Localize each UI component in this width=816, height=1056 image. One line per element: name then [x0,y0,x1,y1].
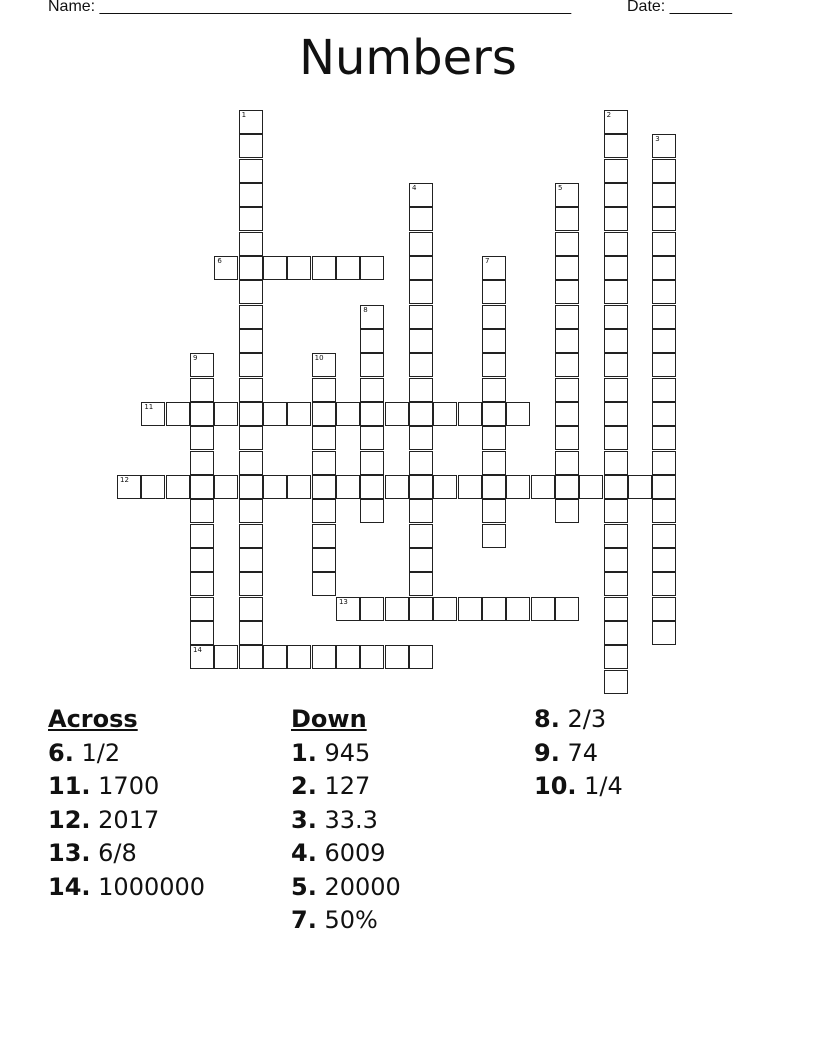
crossword-cell[interactable] [336,645,360,669]
crossword-cell[interactable] [409,183,433,207]
down-clues [291,703,401,938]
crossword-cell[interactable] [604,280,628,304]
crossword-cell[interactable] [190,475,214,499]
crossword-cell[interactable] [555,597,579,621]
clue-number-label: 5 [557,183,563,192]
clue-number: 1. [291,738,317,767]
crossword-cell[interactable] [141,402,165,426]
clue-number-label: 2 [606,111,612,119]
crossword-cell[interactable] [239,280,263,304]
crossword-cell[interactable] [482,524,506,548]
across-clues [48,703,205,904]
crossword-cell[interactable] [652,621,676,645]
crossword-cell[interactable] [604,256,628,280]
crossword-cell[interactable] [360,378,384,402]
crossword-cell[interactable] [239,134,263,158]
crossword-cell[interactable] [385,475,409,499]
crossword-cell[interactable] [263,475,287,499]
crossword-cell[interactable] [506,475,530,499]
crossword-cell[interactable] [652,524,676,548]
crossword-cell[interactable] [239,475,263,499]
clue-number-label: 14 [192,646,202,655]
clue-number-label: 4 [411,183,417,192]
down-clues-continued [534,703,623,804]
clue-number: 11. [48,772,91,800]
crossword-cell[interactable] [652,329,676,353]
crossword-cell[interactable] [555,499,579,523]
clue-text: 1/2 [81,738,121,767]
crossword-cell[interactable] [652,597,676,621]
crossword-cell[interactable] [214,645,238,669]
crossword-cell[interactable] [482,353,506,377]
crossword-cell[interactable] [482,280,506,304]
crossword-cell[interactable] [239,378,263,402]
crossword-cell[interactable] [312,548,336,572]
clue-number-label: 6 [217,256,222,265]
crossword-cell[interactable] [312,256,336,280]
clue-number: 13. [48,839,91,867]
clue-item [291,804,401,838]
clue-number: 8. [534,705,560,733]
crossword-cell[interactable] [482,378,506,402]
crossword-cell[interactable] [555,402,579,426]
crossword-cell[interactable] [604,548,628,572]
crossword-cell[interactable] [409,548,433,572]
crossword-cell[interactable] [409,232,433,256]
name-field-label: Name: _____________________________________________________ [48,0,572,15]
crossword-cell[interactable] [312,402,336,426]
clue-item [291,737,401,771]
crossword-cell[interactable] [652,451,676,475]
crossword-cell[interactable] [652,572,676,596]
crossword-cell[interactable] [604,597,628,621]
crossword-cell[interactable] [482,256,506,280]
clue-number: 12. [48,805,91,834]
clue-number-label: 13 [338,597,348,606]
crossword-cell[interactable] [239,524,263,548]
crossword-cell[interactable] [287,645,311,669]
clue-text: 6/8 [98,839,137,867]
clue-text: 127 [324,772,371,800]
crossword-cell[interactable] [287,402,311,426]
crossword-cell[interactable] [458,597,482,621]
clue-number: 10. [534,772,577,800]
crossword-cell[interactable] [190,548,214,572]
crossword-cell[interactable] [652,256,676,280]
crossword-cell[interactable] [555,280,579,304]
crossword-cell[interactable] [190,524,214,548]
crossword-cell[interactable] [555,329,579,353]
crossword-cell[interactable] [652,499,676,523]
crossword-cell[interactable] [312,499,336,523]
crossword-cell[interactable] [482,475,506,499]
crossword-cell[interactable] [604,159,628,183]
clue-item [291,871,401,905]
clue-text: 20000 [324,872,401,901]
crossword-cell[interactable] [409,426,433,450]
crossword-cell[interactable] [360,451,384,475]
crossword-cell[interactable] [336,256,360,280]
crossword-cell[interactable] [239,159,263,183]
crossword-cell[interactable] [409,475,433,499]
clue-item [534,703,623,737]
clue-text: 2017 [98,805,160,834]
crossword-cell[interactable] [604,475,628,499]
crossword-cell[interactable] [312,572,336,596]
crossword-cell[interactable] [239,183,263,207]
crossword-cell[interactable] [409,329,433,353]
crossword-cell[interactable] [360,597,384,621]
crossword-cell[interactable] [360,305,384,329]
crossword-cell[interactable] [433,597,457,621]
crossword-cell[interactable] [652,402,676,426]
crossword-cell[interactable] [166,402,190,426]
crossword-cell[interactable] [458,475,482,499]
clue-text: 2/3 [567,705,607,733]
crossword-cell[interactable] [239,451,263,475]
crossword-cell[interactable] [579,475,603,499]
crossword-cell[interactable] [239,621,263,645]
crossword-cell[interactable] [604,207,628,231]
crossword-cell[interactable] [360,499,384,523]
crossword-cell[interactable] [604,426,628,450]
crossword-cell[interactable] [214,256,238,280]
clue-item [48,871,205,905]
crossword-cell[interactable] [433,475,457,499]
crossword-cell[interactable] [604,572,628,596]
crossword-cell[interactable] [239,402,263,426]
crossword-cell[interactable] [604,402,628,426]
crossword-cell[interactable] [652,305,676,329]
clue-number-label: 9 [192,354,198,363]
crossword-cell[interactable] [360,256,384,280]
crossword-cell[interactable] [604,305,628,329]
crossword-cell[interactable] [190,378,214,402]
crossword-cell[interactable] [604,329,628,353]
crossword-cell[interactable] [312,524,336,548]
crossword-cell[interactable] [409,597,433,621]
crossword-cell[interactable] [190,353,214,377]
clue-number-label: 8 [363,305,368,314]
crossword-cell[interactable] [604,524,628,548]
crossword-cell[interactable] [652,548,676,572]
clue-item [48,770,205,804]
clue-number-label: 3 [655,135,660,144]
clue-item [48,837,205,871]
crossword-cell[interactable] [239,426,263,450]
crossword-cell[interactable] [141,475,165,499]
crossword-cell[interactable] [360,475,384,499]
date-field-label: Date: _______ [627,0,732,15]
crossword-cell[interactable] [360,426,384,450]
crossword-cell[interactable] [312,475,336,499]
crossword-cell[interactable] [239,572,263,596]
crossword-cell[interactable] [190,451,214,475]
crossword-cell[interactable] [287,256,311,280]
clue-text: 945 [324,738,371,767]
crossword-cell[interactable] [555,256,579,280]
crossword-cell[interactable] [239,305,263,329]
crossword-cell[interactable] [604,183,628,207]
crossword-cell[interactable] [385,597,409,621]
crossword-cell[interactable] [409,402,433,426]
crossword-cell[interactable] [482,402,506,426]
crossword-cell[interactable] [239,232,263,256]
crossword-cell[interactable] [652,232,676,256]
crossword-cell[interactable] [555,475,579,499]
clue-item [48,804,205,838]
crossword-cell[interactable] [190,402,214,426]
crossword-cell[interactable] [604,645,628,669]
crossword-cell[interactable] [190,426,214,450]
clue-number: 7. [291,906,317,934]
crossword-cell[interactable] [604,134,628,158]
crossword-cell[interactable] [360,329,384,353]
crossword-cell[interactable] [239,110,263,134]
crossword-cell[interactable] [214,475,238,499]
clue-text: 1000000 [98,872,206,901]
crossword-cell[interactable] [239,499,263,523]
crossword-cell[interactable] [117,475,141,499]
clue-number: 6. [48,738,74,767]
clue-number: 2. [291,772,317,800]
clue-item [291,904,401,938]
page-title: Numbers [299,30,517,86]
clue-number: 4. [291,839,317,867]
clue-number: 3. [291,805,317,834]
crossword-cell[interactable] [214,402,238,426]
crossword-cell[interactable] [604,451,628,475]
crossword-cell[interactable] [652,353,676,377]
clue-text: 74 [567,738,599,767]
crossword-cell[interactable] [239,548,263,572]
crossword-cell[interactable] [239,645,263,669]
crossword-cell[interactable] [506,597,530,621]
crossword-cell[interactable] [312,353,336,377]
clue-text: 1700 [98,772,160,800]
clue-text: 33.3 [324,805,378,834]
crossword-cell[interactable] [239,597,263,621]
down-heading: Down [291,705,367,733]
crossword-cell[interactable] [166,475,190,499]
crossword-cell[interactable] [263,645,287,669]
crossword-cell[interactable] [409,256,433,280]
clue-number-label: 10 [314,354,324,363]
crossword-cell[interactable] [604,110,628,134]
crossword-cell[interactable] [458,402,482,426]
crossword-cell[interactable] [482,426,506,450]
crossword-cell[interactable] [604,353,628,377]
crossword-cell[interactable] [652,134,676,158]
crossword-cell[interactable] [190,572,214,596]
clue-item [534,737,623,771]
crossword-cell[interactable] [555,305,579,329]
crossword-cell[interactable] [409,499,433,523]
crossword-cell[interactable] [409,305,433,329]
crossword-cell[interactable] [652,280,676,304]
crossword-cell[interactable] [604,670,628,694]
crossword-cell[interactable] [531,597,555,621]
crossword-cell[interactable] [360,402,384,426]
crossword-cell[interactable] [555,207,579,231]
crossword-cell[interactable] [312,378,336,402]
crossword-cell[interactable] [555,426,579,450]
crossword-cell[interactable] [652,426,676,450]
crossword-cell[interactable] [312,451,336,475]
clue-number-label: 11 [144,402,154,411]
crossword-cell[interactable] [239,329,263,353]
crossword-cell[interactable] [555,378,579,402]
crossword-cell[interactable] [263,402,287,426]
crossword-cell[interactable] [360,645,384,669]
crossword-cell[interactable] [336,402,360,426]
clue-number-label: 7 [484,256,490,265]
clue-number: 5. [291,872,317,901]
clue-item [48,737,205,771]
crossword-cell[interactable] [409,353,433,377]
crossword-cell[interactable] [190,645,214,669]
clue-number: 9. [534,738,560,767]
crossword-cell[interactable] [385,402,409,426]
crossword-cell[interactable] [336,597,360,621]
clue-item [291,837,401,871]
crossword-cell[interactable] [336,475,360,499]
crossword-cell[interactable] [263,256,287,280]
crossword-cell[interactable] [239,256,263,280]
crossword-cell[interactable] [482,499,506,523]
clue-number: 14. [48,872,91,901]
crossword-cell[interactable] [628,475,652,499]
crossword-cell[interactable] [555,232,579,256]
crossword-cell[interactable] [482,305,506,329]
crossword-cell[interactable] [385,645,409,669]
crossword-cell[interactable] [604,499,628,523]
crossword-cell[interactable] [312,645,336,669]
crossword-cell[interactable] [482,451,506,475]
clue-item [291,770,401,804]
crossword-cell[interactable] [239,207,263,231]
crossword-cell[interactable] [409,645,433,669]
crossword-cell[interactable] [409,280,433,304]
crossword-cell[interactable] [239,353,263,377]
crossword-cell[interactable] [287,475,311,499]
clue-number-label: 12 [120,475,129,484]
crossword-cell[interactable] [604,378,628,402]
crossword-cell[interactable] [652,475,676,499]
crossword-cell[interactable] [190,499,214,523]
crossword-cell[interactable] [555,353,579,377]
crossword-cell[interactable] [531,475,555,499]
crossword-cell[interactable] [652,183,676,207]
crossword-cell[interactable] [433,402,457,426]
crossword-cell[interactable] [652,378,676,402]
clue-text: 50% [324,906,378,934]
clue-item [534,770,623,804]
crossword-cell[interactable] [409,207,433,231]
crossword-cell[interactable] [360,353,384,377]
crossword-cell[interactable] [604,621,628,645]
crossword-cell[interactable] [482,329,506,353]
crossword-cell[interactable] [409,451,433,475]
crossword-cell[interactable] [555,451,579,475]
crossword-cell[interactable] [652,159,676,183]
crossword-cell[interactable] [652,207,676,231]
crossword-cell[interactable] [312,426,336,450]
clue-text: 6009 [324,839,386,867]
crossword-cell[interactable] [190,597,214,621]
crossword-cell[interactable] [555,183,579,207]
across-heading: Across [48,705,138,733]
clue-text: 1/4 [584,772,623,800]
crossword-cell[interactable] [409,524,433,548]
crossword-cell[interactable] [409,572,433,596]
crossword-cell[interactable] [409,378,433,402]
crossword-cell[interactable] [506,402,530,426]
clue-number-label: 1 [241,111,247,119]
crossword-cell[interactable] [482,597,506,621]
crossword-cell[interactable] [604,232,628,256]
crossword-cell[interactable] [190,621,214,645]
